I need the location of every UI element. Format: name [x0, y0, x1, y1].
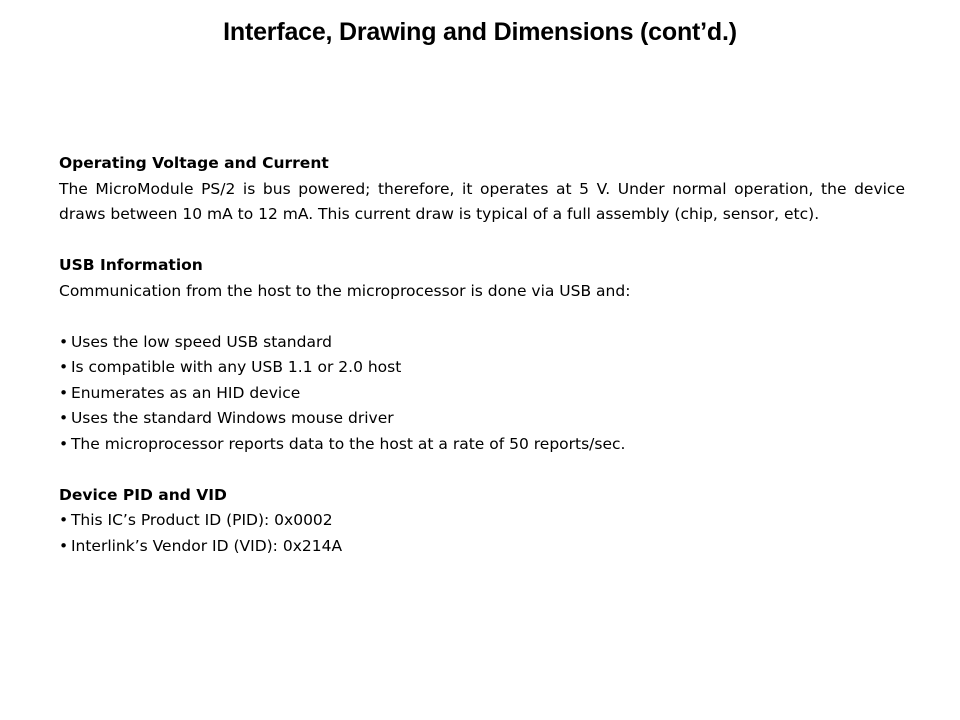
section-device-pid-vid [59, 483, 905, 560]
section-paragraph: The MicroModule PS/2 is bus powered; therefore, it operates at 5 V. Under normal operation, the device draws between 10 mA to 12 mA. This current draw is typical of a full assembly (chip, sensor, etc). [59, 179, 905, 223]
bullet-text: Uses the low speed USB standard [70, 332, 332, 351]
bullet-item [59, 432, 905, 458]
bullet-item [59, 355, 905, 381]
bullet-icon: • [59, 383, 69, 402]
bullet-text: Enumerates as an HID device [70, 383, 301, 402]
bullet-text: The microprocessor reports data to the host at a rate of 50 reports/sec. [70, 434, 626, 453]
bullet-item [59, 534, 905, 560]
spacer [59, 304, 905, 330]
section-operating-voltage [59, 151, 905, 228]
bullet-list [59, 508, 905, 559]
slide-title: Interface, Drawing and Dimensions (cont’d.) [223, 18, 737, 46]
section-heading: USB Information [59, 256, 203, 274]
bullet-icon: • [59, 434, 69, 453]
bullet-text: Is compatible with any USB 1.1 or 2.0 host [70, 358, 402, 376]
bullet-text: This IC’s Product ID (PID): 0x0002 [70, 511, 333, 529]
bullet-icon: • [59, 511, 69, 529]
section-heading: Operating Voltage and Current [59, 154, 329, 172]
bullet-icon: • [59, 536, 69, 555]
bullet-item [59, 330, 905, 356]
spacer [59, 228, 905, 254]
section-usb-information [59, 253, 905, 457]
bullet-text: Uses the standard Windows mouse driver [70, 409, 394, 427]
bullet-text: Interlink’s Vendor ID (VID): 0x214A [70, 536, 343, 555]
bullet-icon: • [59, 332, 69, 351]
bullet-item [59, 381, 905, 407]
bullet-list [59, 330, 905, 458]
bullet-item [59, 508, 905, 534]
slide-body [59, 151, 905, 559]
section-paragraph: Communication from the host to the microprocessor is done via USB and: [59, 281, 631, 300]
spacer [59, 457, 905, 483]
section-heading: Device PID and VID [59, 485, 227, 504]
bullet-icon: • [59, 358, 69, 376]
bullet-icon: • [59, 409, 69, 427]
bullet-item [59, 406, 905, 432]
